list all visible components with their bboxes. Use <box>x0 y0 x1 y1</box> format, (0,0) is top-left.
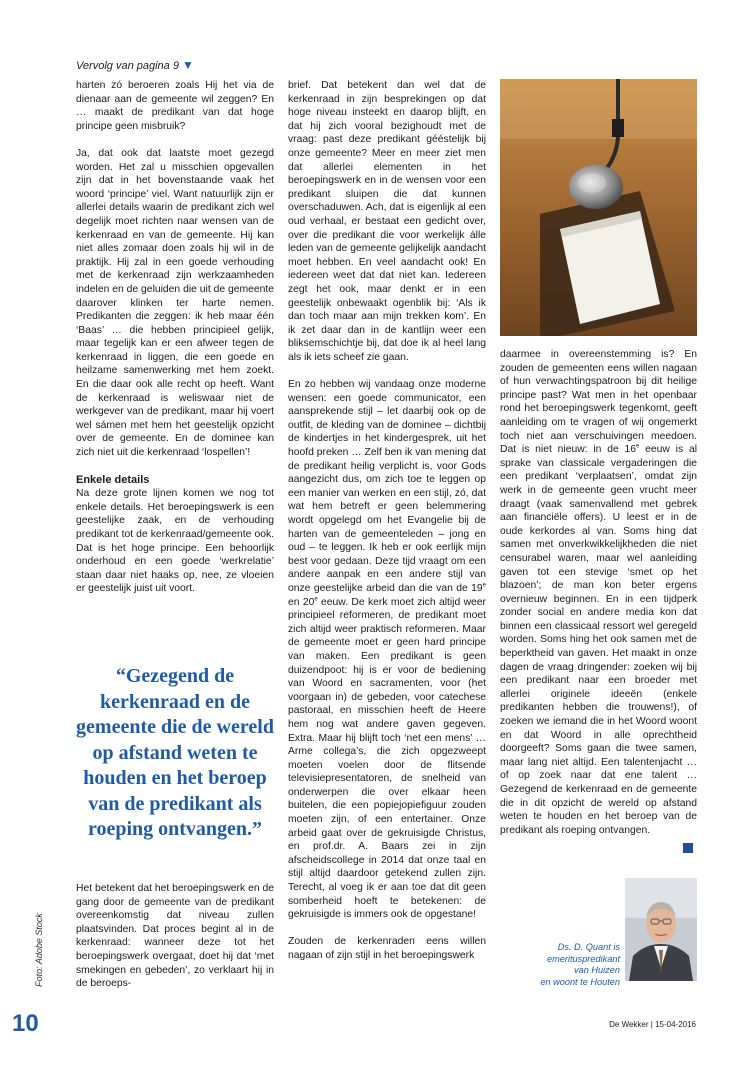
paragraph: Zouden de kerkenraden eens willen nagaan of zijn stijl in het beroepingswerk <box>288 936 486 961</box>
pull-quote: “Gezegend de kerkenraad en de gemeente die de wereld op afstand weten te houden en het beroep van de predikant als roeping ontvangen.” <box>76 665 274 840</box>
paragraph: daarmee in overeenstemming is? En zouden de gemeenten eens willen nagaan of hun verwachtingspatroon bij dit heilige principe past? Wat men in het openbaar rond het beroepingswerk tegenkomt, geeft aanleiding om te vragen of wij ongemerkt toch niet aan verschuivingen meedoen. Dat is niet nieuw: in de 16e eeuw is al sprake van classicale vergaderingen die een predikant ‘verplaatsen’, omdat zijn werk in de gemeente geen vrucht meer draagt (vaak samenvallend met gebrek aan financiële offers). U leest er in de oude kerkordes al van. Soms hing dat samen met onverkwikkelijkheden die niet censurabel waren, maar wel aanleiding gaven tot een stevige ‘smet op het blazoen’; de man kon beter ergens overnieuw beginnen. En in een tijdperk zonder social en andere media kon dat binnen een classicaal ressort wel geregeld worden. Soms hing het ook samen met de beperktheid van gaven. Het maakt in onze dagen de vraag dringender: zoeken wij bij een predikant naar een broeder met allerlei originele ideeën (enkele predikanten hebben die trouwens!), of zoeken we iemand die in het Woord woont en dat Woord in alle oprechtheid doorgeeft? Soms gaan die twee samen, maar lang niet altijd. Een talentenjacht … of op zoek naar dat ene talent … Gezegend de kerkenraad en de gemeente die in dit opzicht de wereld op afstand weten te houden en het beroep van de predikant als roeping ontvangen. <box>500 349 698 836</box>
down-triangle-icon: ▼ <box>181 58 194 72</box>
paragraph: En zo hebben wij vandaag onze moderne wensen: een goede communicator, een aansprekende stijl – let daarbij ook op de outfit, de kleding van de dominee – dichtbij de kindertjes in het kindergesprek, uit het hoofd preken … Zelf ben ik van mening dat de predikant heilig verplicht is, voor Gods aangezicht dus, om zich toe te leggen op een manier van werken en een stijl, zó, dat wat hem betreft er geen belemmering wordt opgelegd om het Evangelie bij de harten van de gemeenteleden – jong en oud – te leggen. Ik heb er ook eerlijk mijn best voor gedaan. Deze tijd vraagt om een andere aanpak en een andere stijl van onze geestelijke arbeid dan die van de 19e en 20e eeuw. De kerk moet zich altijd weer principieel reformeren, de predikant moet zich altijd weer praktisch reformeren. Maar de gemeente moet er geen hard principe van maken. Een predikant is geen duizendpoot: hij is er voor de bediening van Woord en sacramenten, voor (het voorgaan in) de gebeden, voor catechese pastoraal, en misschien heeft de Heere hem nog wat andere gaven gegeven. Extra. Maar hij blijft toch ‘net een mens’ … Arme collega’s, die zich opgezweept moeten voelen door de flitsende televisiepresentatoren, de snelheid van onderwerpen die over elkaar heen buitelen, die een popiejopiefiguur zouden moeten zijn, of een entertainer. Onze arbeid gaat over de gekruisigde Christus, en prof.dr. A. Baars zei in zijn afscheidscollege in 2014 dat onze taal en stijl altijd daardoor getekend zullen zijn. Terecht, al voeg ik er aan toe dat dit geen somberheid hoeft te betekenen: de gekruisigde is immers ook de opgestane! <box>288 379 486 921</box>
author-caption: Ds. D. Quant is emerituspredikant van Huizen en woont te Houten <box>540 942 620 987</box>
author-portrait <box>625 878 697 981</box>
paragraph: harten zó beroeren zoals Hij het via de dienaar aan de gemeente wil zeggen? En … maakt de predikant van dat hoge principe geen misbruik? <box>76 80 274 132</box>
microphone-photo <box>500 79 697 336</box>
article-column-1-bottom <box>76 882 274 1004</box>
paragraph: Het betekent dat het beroepingswerk en de gang door de gemeente van de predikant overeenkomstig dat niveau zullen plaatsvinden. Dat proces begint al in de kerkenraad: wanneer deze tot het beroepingswerk overgaat, doet hij dat ‘met smekingen en gebeden’, zo verklaart hij in de beroeps- <box>76 883 274 990</box>
end-of-article-square-icon <box>683 843 693 853</box>
publication-footer: De Wekker | 15-04-2016 <box>609 1020 696 1029</box>
continued-from-label: Vervolg van pagina 9 ▼ <box>76 58 194 72</box>
photo-credit: Foto: Adobe Stock <box>34 913 44 987</box>
article-column-3 <box>500 348 697 851</box>
article-column-1 <box>76 79 274 610</box>
paragraph: Na deze grote lijnen komen we nog tot enkele details. Het beroepingswerk is een geestelijke zaak, en de verhouding predikant tot de kerkenraad/gemeente ook. Dat is het hoge principe. Een behoorlijk onderhoud en een goede ‘werkrelatie’ staan daar niet haaks op, nee, ze vloeien er geestelijk juist uit voort. <box>76 488 274 595</box>
section-heading: Enkele details <box>76 474 150 487</box>
article-column-2 <box>288 79 486 976</box>
page-number: 10 <box>12 1010 39 1037</box>
paragraph: brief. Dat betekent dan wel dat de kerkenraad in zijn besprekingen op dat hoge niveau insteekt en daarop blijft, en dat hij zich vooral bezighoudt met de vraag: past deze predikant gééstelijk bij onze gemeente? Meer en meer ziet men dat allerlei elementen in het beroepingswerk en in de wensen voor een predikant sluipen die dat kunnen overschaduwen. Ach, dat is eigenlijk al een oud verhaal, er bestaat een gedicht over, over die predikant die voor werkelijk álle leden van de gemeente gelijkelijk aandacht moet hebben. En veel aandacht ook! En iedereen weet dat dat niet kan. Iedereen zegt het ook, maar denkt er in een geestelijk onbewaakt ogenblik bij: ‘Als ik dan toch maar aan mijn trekken kom’. En ik zet daar dan in de kantlijn weer een bliksemschichtje bij, dat doe ik al heel lang als ik iets scheef zie gaan. <box>288 80 486 363</box>
paragraph: Ja, dat ook dat laatste moet gezegd worden. Het zal u misschien opgevallen zijn dat in het bovenstaande vaak het woord ‘principe’ viel. Want natuurlijk zijn er allerlei details waarin de predikant zich wel degelijk moet richten naar wensen van de kerkenraad en van de gemeente. Hij kan niet alles zomaar doen zoals hij wil in de praktijk. Hij zal in een goede verhouding met de kerkenraad zijn werkzaamheden indelen en de geluiden die uit de gemeente daarover klinken ter harte nemen. Predikanten die zeggen: ik heb maar één ‘Baas’ … die hebben principieel gelijk, maar tegelijk kan er een afweer tegen de kerkenraad in liggen, die een goede en heilzame samenwerking met hem zoekt. En die daar ook alle recht op heeft. Want de kerkenraad is weliswaar niet de werkgever van de predikant, maar hij voert wel sámen met hem het geestelijk opzicht over de gemeente. En de dominee kan zich niet uit die kerkenraad ‘lospellen’! <box>76 147 274 459</box>
